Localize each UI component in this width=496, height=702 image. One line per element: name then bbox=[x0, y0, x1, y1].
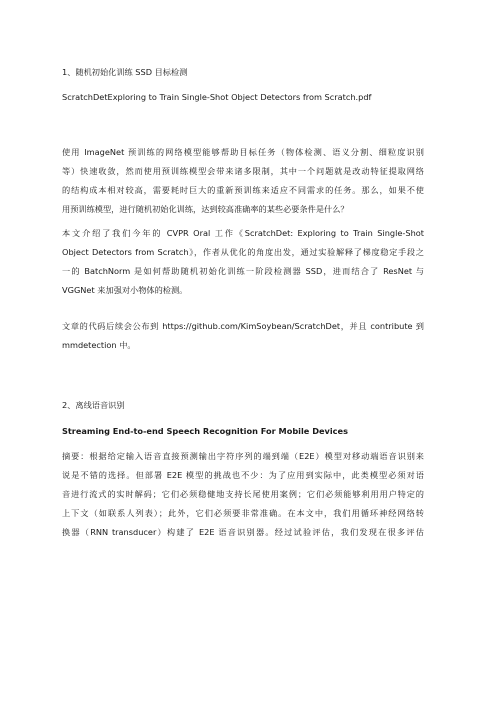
paragraph-line: 的结构成本相对较高，需要耗时巨大的重新预训练来适应不同需求的任务。那么，如果不使 bbox=[62, 185, 424, 195]
section-1-heading: 1、随机初始化训练 SSD 目标检测 bbox=[62, 67, 188, 77]
section-1-paragraph-2 bbox=[62, 227, 424, 296]
paragraph-line: 摘要：根据给定输入语音直接预测输出字符序列的端到端（E2E）模型对移动端语音识别来 bbox=[62, 451, 424, 461]
paragraph-line: Object Detectors from Scratch》，作者从优化的角度出发，通过实验解释了梯度稳定手段之 bbox=[62, 247, 424, 257]
paragraph-line: 等）快速收敛，然而使用预训练模型会带来诸多限制，其中一个问题就是改动特征提取网络 bbox=[62, 166, 424, 176]
paragraph-line: 说是不错的选择。但部署 E2E 模型的挑战也不少：为了应用到实际中，此类模型必须对语 bbox=[62, 470, 424, 480]
paragraph-line: 换器（RNN transducer）构建了 E2E 语音识别器。经过试验评估，我们发现在很多评估 bbox=[62, 527, 424, 537]
section-1-paragraph-1 bbox=[62, 146, 424, 215]
paragraph-line: 文章的代码后续会公布到 https://github.com/KimSoybean/ScratchDet，并且 contribute 到 bbox=[62, 321, 424, 331]
paper-title-block bbox=[62, 425, 424, 437]
paragraph-line: 本文介绍了我们今年的 CVPR Oral 工作《ScratchDet: Exploring to Train Single-Shot bbox=[62, 228, 424, 238]
paragraph-line: 音进行流式的实时解码；它们必须稳健地支持长尾使用案例；它们必须能够利用用户特定的 bbox=[62, 489, 424, 499]
section-1-paragraph-3 bbox=[62, 320, 424, 351]
section-2-abstract bbox=[62, 450, 424, 538]
paragraph-line: mmdetection 中。 bbox=[62, 340, 136, 350]
section-2-heading-block bbox=[62, 399, 424, 411]
paper-title: Streaming End-to-end Speech Recognition For Mobile Devices bbox=[62, 426, 348, 436]
paragraph-line: 用预训练模型，进行随机初始化训练，达到较高准确率的某些必要条件是什么？ bbox=[62, 204, 349, 214]
section-2-heading: 2、离线语音识别 bbox=[62, 400, 125, 410]
section-1-heading-block bbox=[62, 66, 424, 78]
pdf-filename-block bbox=[62, 91, 424, 103]
paragraph-line: 上下文（如联系人列表）；此外，它们必须要非常准确。在本文中，我们用循环神经网络转 bbox=[62, 508, 424, 518]
pdf-filename: ScratchDetExploring to Train Single-Shot Object Detectors from Scratch.pdf bbox=[62, 92, 372, 102]
paragraph-line: 一的 BatchNorm 是如何帮助随机初始化训练一阶段检测器 SSD，进而结合了 ResNet 与 bbox=[62, 266, 424, 276]
paragraph-line: VGGNet 来加强对小物体的检测。 bbox=[62, 285, 188, 295]
paragraph-line: 使用 ImageNet 预训练的网络模型能够帮助目标任务（物体检测、语义分割、细粒度识别 bbox=[62, 147, 424, 157]
